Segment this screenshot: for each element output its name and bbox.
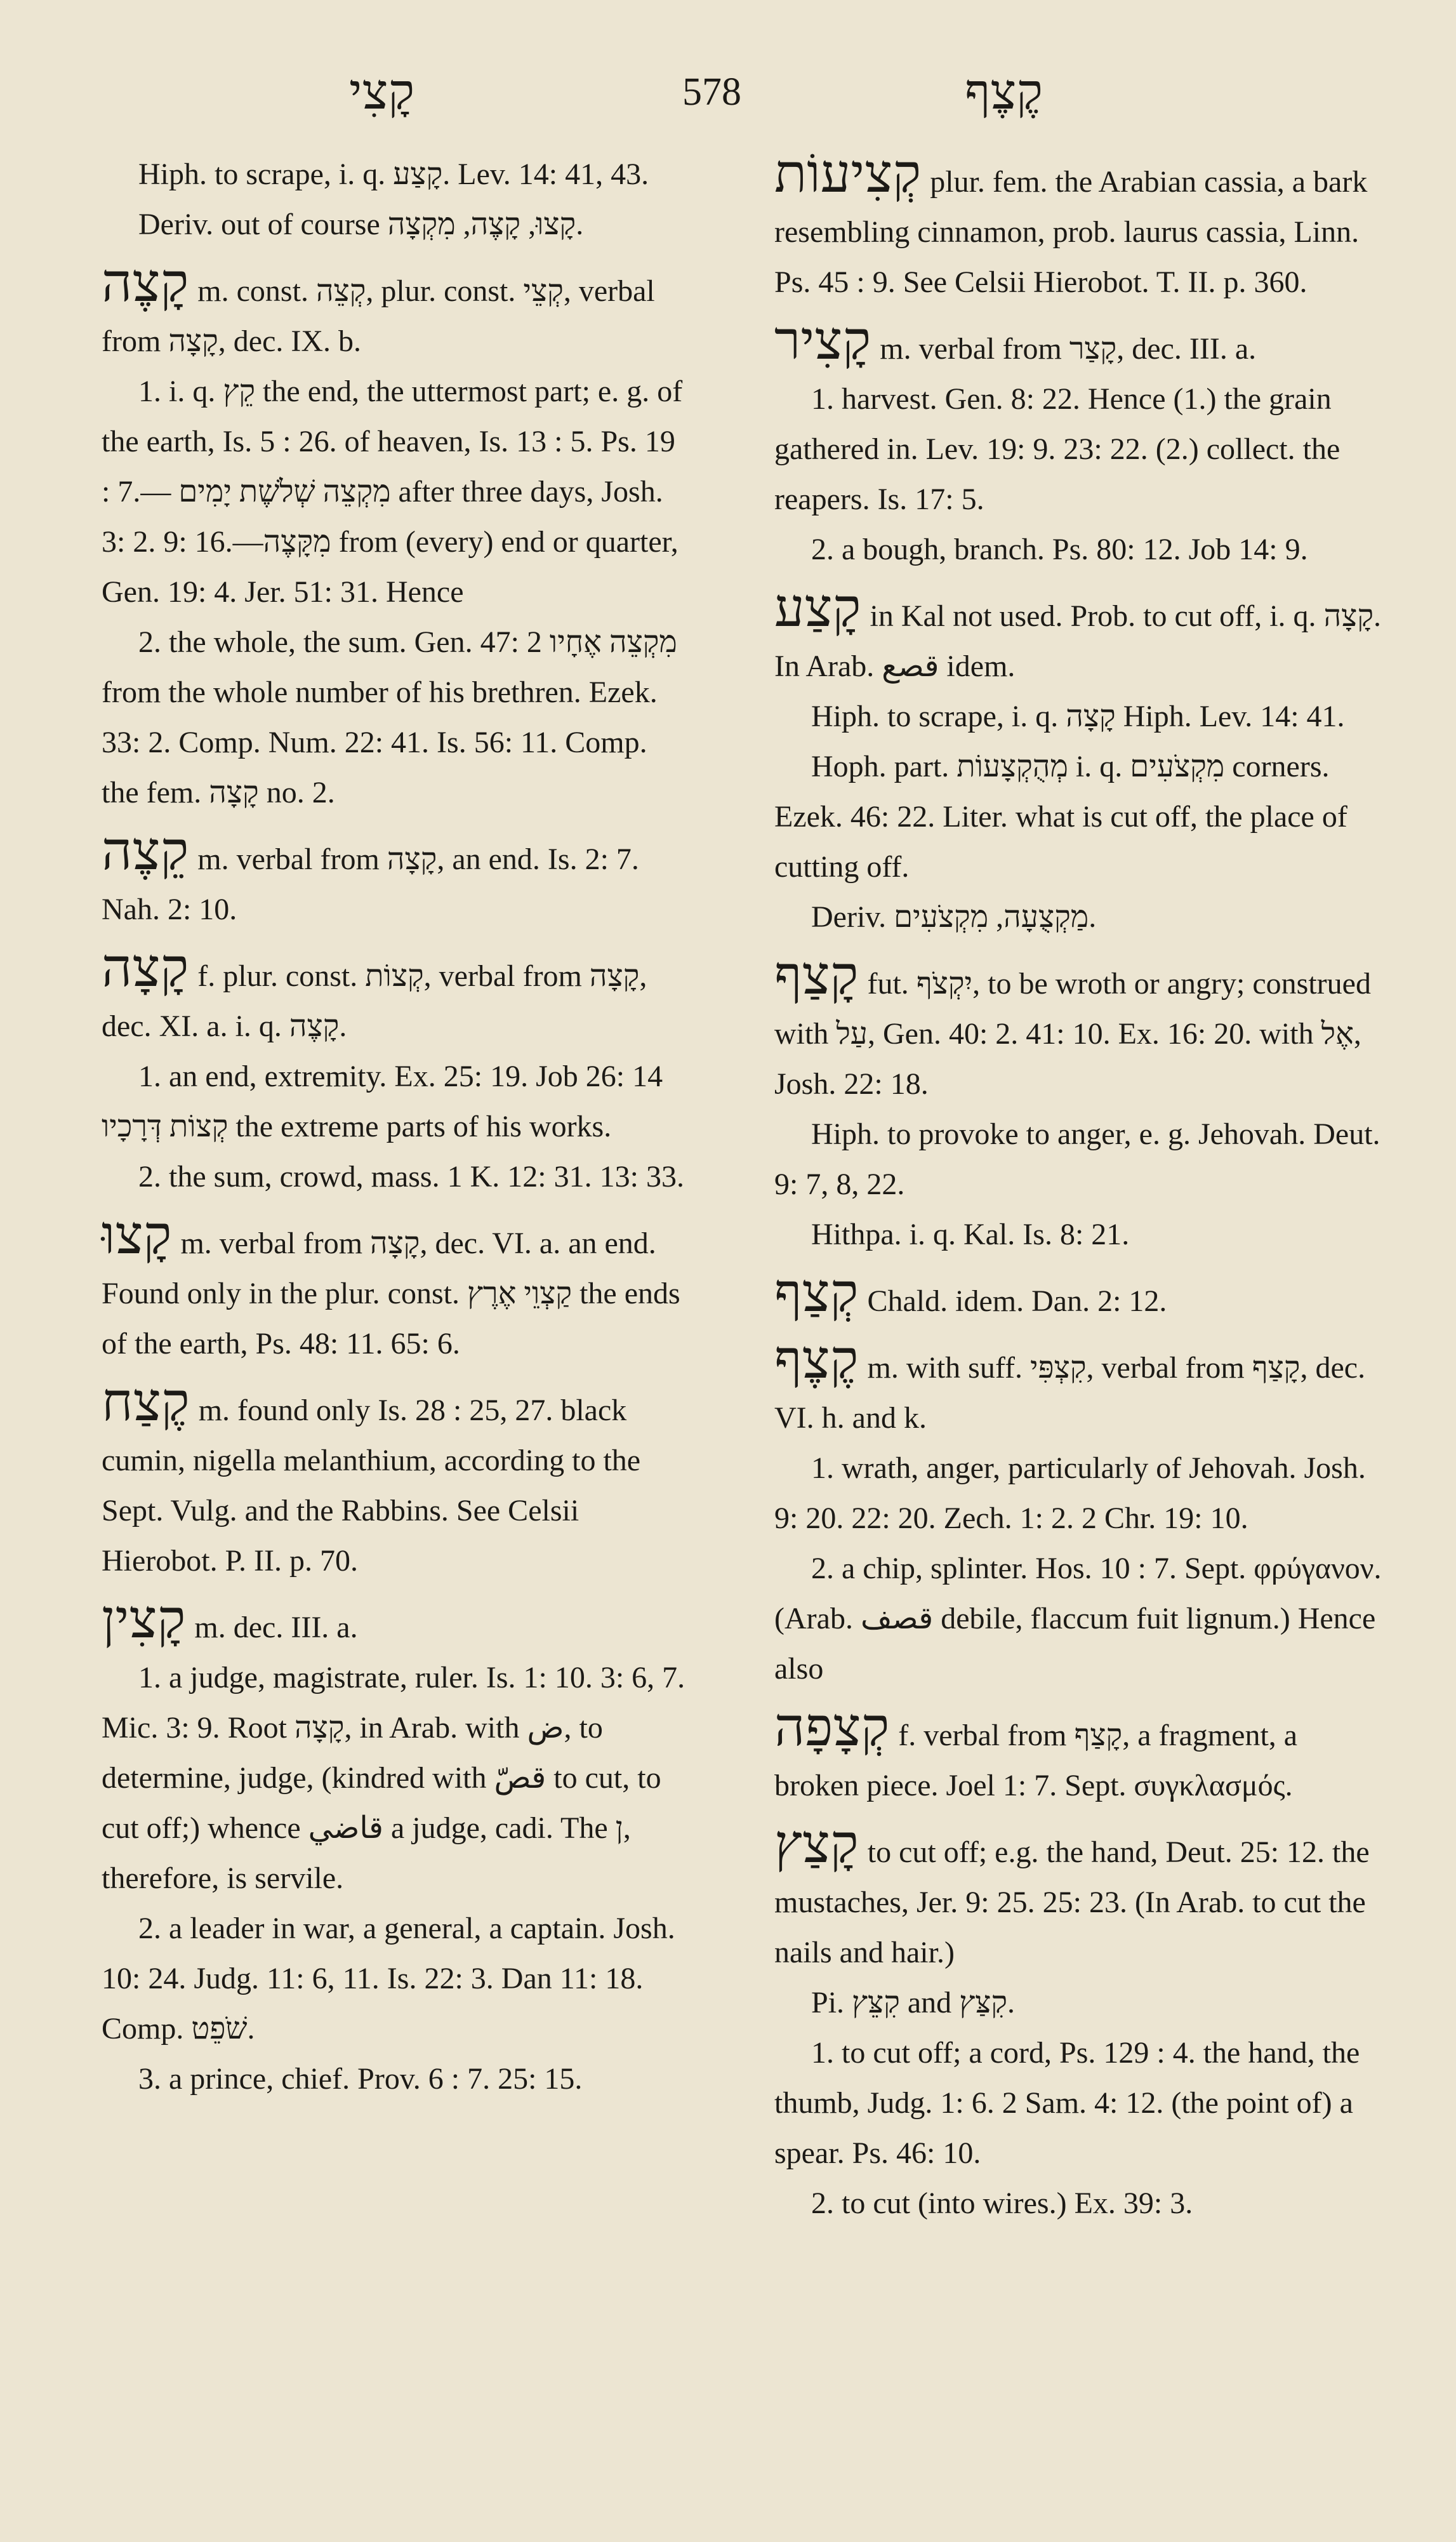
entry-headword: קָצַע [774, 579, 861, 638]
dictionary-entry [774, 1331, 1384, 1694]
entry-line: 1. wrath, anger, particularly of Jehovah. Josh. 9: 20. 22: 20. Zech. 1: 2. 2 Chr. 19: 10. [774, 1451, 1366, 1535]
entry-line: 2. the sum, crowd, mass. 1 K. 12: 31. 13: 33. [138, 1160, 684, 1194]
entry-line: f. verbal from קָצַף, a fragment, a broken piece. Joel 1: 7. Sept. συγκλασμός. [774, 1719, 1298, 1802]
entry-line: Chald. idem. Dan. 2: 12. [867, 1284, 1167, 1318]
entry-text [102, 254, 685, 366]
entry-text [774, 1543, 1384, 1694]
entry-text [774, 524, 1384, 575]
entry-text [102, 1590, 685, 1653]
entry-headword: קֶצַח [102, 1373, 190, 1432]
entry-text [774, 579, 1384, 691]
entry-line: 2. a chip, splinter. Hos. 10 : 7. Sept. φρύγανον. (Arab. قصف debile, flaccum fuit lignum.) Hence also [774, 1552, 1382, 1686]
entry-text [102, 1903, 685, 2054]
dictionary-entry [774, 145, 1384, 307]
page-header [0, 63, 1456, 121]
dictionary-entry [102, 1206, 685, 1369]
entry-line: m. verbal from קָצָה, an end. Is. 2: 7. Nah. 2: 10. [102, 842, 639, 926]
entry-text [774, 1443, 1384, 1543]
entry-text [774, 1264, 1384, 1326]
entry-line: m. verbal from קָצַר, dec. III. a. [880, 332, 1257, 366]
entry-line: 1. to cut off; a cord, Ps. 129 : 4. the hand, the thumb, Judg. 1: 6. 2 Sam. 4: 12. (the point of) a spear. Ps. 46: 10. [774, 2036, 1360, 2170]
dictionary-entry [102, 822, 685, 935]
entry-headword: קָצוּ [102, 1206, 172, 1265]
entry-headword: קֶצֶף [774, 1331, 859, 1390]
page-number: 578 [682, 70, 741, 114]
entry-line: m. found only Is. 28 : 25, 27. black cumin, nigella melanthium, according to the Sept. Vulg. and the Rabbins. See Celsii Hierobot. P. II. p. 70. [102, 1394, 641, 1578]
entry-text [774, 1209, 1384, 1260]
entry-line: to cut off; e.g. the hand, Deut. 25: 12. the mustaches, Jer. 9: 25. 25: 23. (In Arab. to cut the nails and hair.) [774, 1835, 1370, 1969]
entry-text [774, 947, 1384, 1109]
entry-text [774, 312, 1384, 374]
entry-line: fut. יִקְצֹף, to be wroth or angry; construed with עַל, Gen. 40: 2. 41: 10. Ex. 16: 20. with אֶל, Josh. 22: 18. [774, 967, 1371, 1101]
entry-line: m. const. קְצֵה, plur. const. קְצֵי, verbal from קָצָה, dec. IX. b. [102, 274, 655, 358]
entry-text [102, 822, 685, 935]
entry-line: 3. a prince, chief. Prov. 6 : 7. 25: 15. [138, 2062, 583, 2096]
entry-headword: קְצַף [774, 1264, 859, 1323]
entry-text [102, 1206, 685, 1369]
entry-line: 2. the whole, the sum. Gen. 47: 2 מִקְצֵה אֶחָיו from the whole number of his brethren. Ezek. 33: 2. Comp. Num. 22: 41. Is. 56: 11. Comp. the fem. קָצָה no. 2. [102, 625, 677, 809]
entry-line: Deriv. מַקְצֻעָה, מִקְצֹעִים. [811, 900, 1097, 934]
entry-line: Pi. קִצֵּץ and קִצַּץ. [811, 1986, 1016, 2020]
entry-text [102, 1051, 685, 1152]
entry-line: m. dec. III. a. [194, 1611, 358, 1644]
entry-text [102, 1152, 685, 1202]
dictionary-entry [102, 939, 685, 1202]
entry-line: Deriv. out of course קָצוּ, קָצֶה, מִקְצָה. [138, 208, 584, 241]
left-column [102, 149, 685, 2104]
entry-text [774, 1698, 1384, 1811]
entry-line: 1. i. q. קֵץ the end, the uttermost part; e. g. of the earth, Is. 5 : 26. of heaven, Is. 13 : 5. Ps. 19 : 7.— מִקְצֵה שְׁלֹשֶׁת יָמִים after three days, Josh. 3: 2. 9: 16.—מִקָּצֶה from (every) end or quarter, Gen. 19: 4. Jer. 51: 31. Hence [102, 375, 683, 609]
dictionary-entry [102, 1590, 685, 2104]
entry-headword: קָצִיר [774, 312, 871, 371]
entry-text [774, 2178, 1384, 2228]
entry-text [102, 2054, 685, 2104]
entry-line: Hiph. to scrape, i. q. קָצָה Hiph. Lev. 14: 41. [811, 700, 1345, 733]
dictionary-entry [102, 254, 685, 818]
entry-text [102, 199, 685, 250]
entry-text [774, 2028, 1384, 2178]
entry-text [774, 1109, 1384, 1209]
right-column [774, 145, 1384, 2228]
entry-line: 1. an end, extremity. Ex. 25: 19. Job 26: 14 קְצוֹת דְּרָכָיו the extreme parts of his works. [102, 1060, 663, 1143]
entry-text [102, 1373, 685, 1586]
header-left-word: קָצִי [349, 64, 415, 119]
dictionary-entry [102, 1373, 685, 1586]
entry-line: in Kal not used. Prob. to cut off, i. q. קָצָה. In Arab. قصع idem. [774, 599, 1382, 683]
entry-headword: קֵצֶה [102, 822, 189, 881]
entry-line: m. verbal from קָצָה, dec. VI. a. an end. Found only in the plur. const. קַצְוֵי אֶרֶץ the ends of the earth, Ps. 48: 11. 65: 6. [102, 1227, 680, 1361]
dictionary-entry [774, 579, 1384, 942]
entry-text [102, 1653, 685, 1903]
entry-text [102, 617, 685, 818]
entry-text [774, 1978, 1384, 2028]
entry-text [774, 1815, 1384, 1978]
dictionary-entry [774, 947, 1384, 1260]
entry-line: m. with suff. קִצְפִּי, verbal from קָצַף, dec. VI. h. and k. [774, 1351, 1366, 1435]
entry-line: 1. a judge, magistrate, ruler. Is. 1: 10. 3: 6, 7. Mic. 3: 9. Root קָצָה, in Arab. with ض, to determine, judge, (kindred with قصّ to cut, to cut off;) whence قاضي a judge, cadi. The ן, therefore, is servile. [102, 1661, 685, 1895]
dictionary-entry [774, 312, 1384, 575]
entry-text [774, 892, 1384, 942]
entry-text [774, 691, 1384, 742]
entry-text [774, 145, 1384, 307]
entry-headword: קָצַף [774, 947, 859, 1006]
entry-text [774, 1331, 1384, 1443]
entry-text [774, 742, 1384, 892]
entry-line: f. plur. const. קְצוֹת, verbal from קָצָה, dec. XI. a. i. q. קָצֶה. [102, 959, 647, 1043]
dictionary-entry [774, 1815, 1384, 2228]
entry-line: Hiph. to scrape, i. q. קָצַע. Lev. 14: 41, 43. [138, 157, 649, 191]
entry-line: Hoph. part. מְהֻקְצָעוֹת i. q. מִקְצֹעִים corners. Ezek. 46: 22. Liter. what is cut off, the place of cutting off. [774, 750, 1347, 884]
entry-text [102, 149, 685, 199]
entry-headword: קְצִיעוֹת [774, 145, 922, 204]
dictionary-entry [774, 1698, 1384, 1811]
entry-line: Hiph. to provoke to anger, e. g. Jehovah. Deut. 9: 7, 8, 22. [774, 1117, 1380, 1201]
entry-text [102, 939, 685, 1051]
entry-headword: קָצַץ [774, 1815, 859, 1874]
entry-headword: קָצִין [102, 1590, 186, 1649]
entry-headword: קָצֶה [102, 254, 189, 313]
entry-text [102, 366, 685, 617]
entry-line: Hithpa. i. q. Kal. Is. 8: 21. [811, 1218, 1130, 1251]
dictionary-entry [774, 1264, 1384, 1326]
entry-line: 2. to cut (into wires.) Ex. 39: 3. [811, 2186, 1193, 2220]
entry-line: 2. a leader in war, a general, a captain. Josh. 10: 24. Judg. 11: 6, 11. Is. 22: 3. Dan 11: 18. Comp. שֹׁפֵט. [102, 1912, 675, 2046]
header-right-word: קֶצֶף [965, 64, 1043, 119]
entry-headword: קָצָה [102, 939, 189, 998]
dictionary-entry [102, 149, 685, 250]
entry-headword: קְצָפָה [774, 1698, 890, 1757]
entry-line: 1. harvest. Gen. 8: 22. Hence (1.) the grain gathered in. Lev. 19: 9. 23: 22. (2.) collect. the reapers. Is. 17: 5. [774, 382, 1340, 516]
entry-line: 2. a bough, branch. Ps. 80: 12. Job 14: 9. [811, 533, 1308, 566]
entry-line: plur. fem. the Arabian cassia, a bark resembling cinnamon, prob. laurus cassia, Linn. Ps. 45 : 9. See Celsii Hierobot. T. II. p. 360. [774, 165, 1368, 299]
entry-text [774, 374, 1384, 524]
